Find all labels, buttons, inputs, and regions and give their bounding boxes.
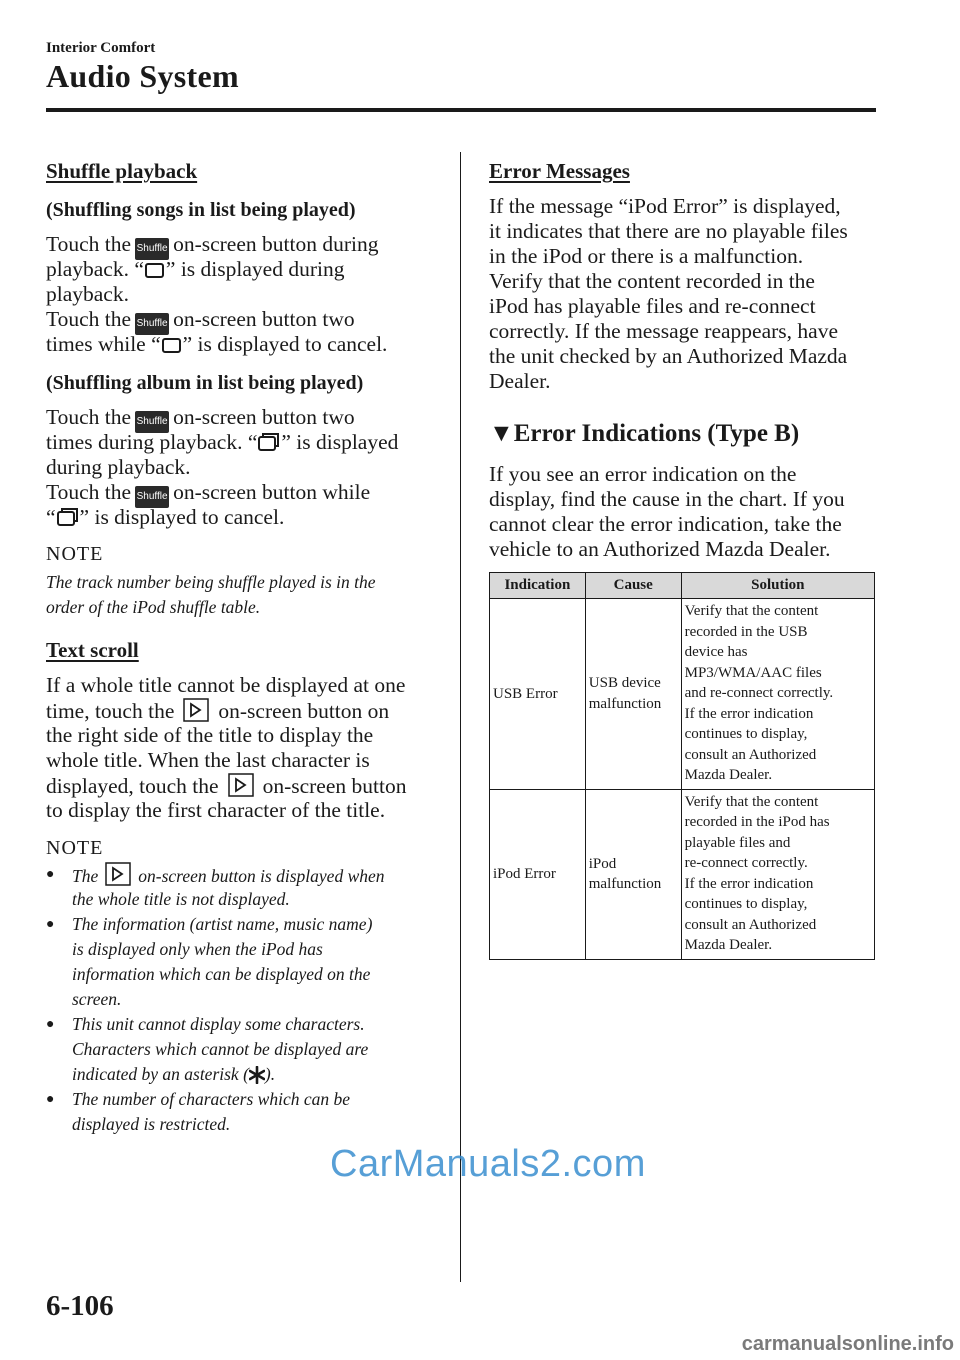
site-mark: carmanualsonline.info bbox=[741, 1333, 954, 1355]
body-line: “ ” is displayed to cancel. bbox=[46, 505, 285, 529]
body-line: Touch the Shuffle on-screen button two bbox=[46, 405, 355, 433]
table-header-cell: Indication bbox=[490, 573, 586, 599]
note-bullet-line: ● The information (artist name, music name) bbox=[46, 912, 372, 937]
body-line: If a whole title cannot be displayed at one bbox=[46, 673, 406, 697]
note-bullet-line: Characters which cannot be displayed are bbox=[72, 1039, 369, 1059]
body-line: whole title. When the last character is bbox=[46, 748, 370, 772]
bullet-icon: ● bbox=[46, 1017, 55, 1032]
shuffle-heading: Shuffle playback bbox=[46, 159, 198, 183]
shuffle-songs-icon bbox=[161, 335, 183, 355]
note-bullet-line: the whole title is not displayed. bbox=[72, 889, 290, 909]
shuffle-button-icon: Shuffle bbox=[135, 238, 169, 260]
note-bullet-line: displayed is restricted. bbox=[72, 1114, 231, 1134]
note-line: The track number being shuffle played is in the bbox=[46, 572, 376, 592]
body-line: times while “ ” is displayed to cancel. bbox=[46, 332, 388, 356]
table-cell-indication: iPod Error bbox=[490, 789, 586, 959]
note-bullet-line: information which can be displayed on the bbox=[72, 964, 371, 984]
note-bullet-line: is displayed only when the iPod has bbox=[72, 939, 323, 959]
note-bullet-line: ● This unit cannot display some characters. bbox=[46, 1012, 365, 1037]
body-line: cannot clear the error indication, take the bbox=[489, 512, 842, 536]
body-line: displayed, touch the on-screen button bbox=[46, 774, 407, 798]
table-cell-solution: Verify that the content recorded in the USB device has MP3/WMA/AAC files and re-connect correctly. If the error indication continues to display, consult an Authorized Mazda Dealer. bbox=[681, 599, 874, 790]
body-line: Touch the Shuffle on-screen button while bbox=[46, 480, 370, 508]
shuffle-album-icon bbox=[257, 431, 281, 453]
table-cell-cause: iPod malfunction bbox=[585, 789, 681, 959]
body-line: to display the first character of the title. bbox=[46, 798, 386, 822]
shuffle-button-icon: Shuffle bbox=[135, 313, 169, 335]
body-line: playback. “ ” is displayed during bbox=[46, 257, 345, 281]
shuffle-subheading-songs: (Shuffling songs in list being played) bbox=[46, 199, 356, 221]
body-line: playback. bbox=[46, 282, 129, 306]
table-cell-cause: USB device malfunction bbox=[585, 599, 681, 790]
table-cell-indication: USB Error bbox=[490, 599, 586, 790]
page-number: 6-106 bbox=[46, 1290, 114, 1322]
body-line: Verify that the content recorded in the bbox=[489, 269, 815, 293]
bullet-icon: ● bbox=[46, 917, 55, 932]
error-table bbox=[489, 572, 875, 960]
scroll-button-icon bbox=[180, 698, 212, 722]
shuffle-subheading-album: (Shuffling album in list being played) bbox=[46, 372, 364, 394]
scroll-button-icon bbox=[225, 773, 257, 797]
note-bullet-line: screen. bbox=[72, 989, 122, 1009]
body-line: times during playback. “ ” is displayed bbox=[46, 430, 399, 454]
body-line: iPod has playable files and re-connect bbox=[489, 294, 816, 318]
page-title: Audio System bbox=[46, 58, 239, 94]
triangle-down-icon: ▼ bbox=[489, 420, 514, 447]
column-divider bbox=[460, 152, 461, 1282]
note-bullet-line: indicated by an asterisk ( ). bbox=[72, 1064, 276, 1084]
body-line: the right side of the title to display the bbox=[46, 723, 374, 747]
text-scroll-heading: Text scroll bbox=[46, 638, 139, 662]
error-indications-heading: ▼Error Indications (Type B) bbox=[489, 420, 800, 447]
body-line: during playback. bbox=[46, 455, 191, 479]
body-line: Dealer. bbox=[489, 369, 551, 393]
shuffle-album-icon bbox=[56, 506, 80, 528]
note-title: NOTE bbox=[46, 543, 104, 565]
body-line: display, find the cause in the chart. If you bbox=[489, 487, 845, 511]
shuffle-button-icon: Shuffle bbox=[135, 411, 169, 433]
body-line: it indicates that there are no playable files bbox=[489, 219, 848, 243]
shuffle-button-icon: Shuffle bbox=[135, 486, 169, 508]
section-label: Interior Comfort bbox=[46, 40, 156, 56]
body-line: Touch the Shuffle on-screen button two bbox=[46, 307, 355, 335]
body-line: correctly. If the message reappears, have bbox=[489, 319, 838, 343]
table-header-cell: Solution bbox=[681, 573, 874, 599]
error-messages-heading: Error Messages bbox=[489, 159, 630, 183]
shuffle-songs-icon bbox=[144, 260, 166, 280]
note-bullet-line: ● The on-screen button is displayed when bbox=[46, 862, 385, 889]
body-line: Touch the Shuffle on-screen button during bbox=[46, 232, 378, 260]
body-line: If the message “iPod Error” is displayed, bbox=[489, 194, 841, 218]
table-header-cell: Cause bbox=[585, 573, 681, 599]
table-header-row bbox=[490, 573, 875, 599]
body-line: in the iPod or there is a malfunction. bbox=[489, 244, 804, 268]
bullet-icon: ● bbox=[46, 867, 55, 882]
body-line: time, touch the on-screen button on bbox=[46, 699, 390, 723]
watermark: CarManuals2.com bbox=[330, 1143, 646, 1185]
scroll-button-icon bbox=[102, 862, 134, 886]
note-bullet-line: ● The number of characters which can be bbox=[46, 1087, 350, 1112]
table-row bbox=[490, 789, 875, 959]
bullet-icon: ● bbox=[46, 1092, 55, 1107]
table-cell-solution: Verify that the content recorded in the iPod has playable files and re-connect correctly. If the error indication continues to display, consult an Authorized Mazda Dealer. bbox=[681, 789, 874, 959]
table-row bbox=[490, 599, 875, 790]
note-title: NOTE bbox=[46, 837, 104, 859]
note-line: order of the iPod shuffle table. bbox=[46, 597, 261, 617]
header-rule bbox=[46, 108, 876, 112]
body-line: If you see an error indication on the bbox=[489, 462, 797, 486]
body-line: the unit checked by an Authorized Mazda bbox=[489, 344, 848, 368]
asterisk-icon bbox=[249, 1066, 265, 1084]
body-line: vehicle to an Authorized Mazda Dealer. bbox=[489, 537, 831, 561]
